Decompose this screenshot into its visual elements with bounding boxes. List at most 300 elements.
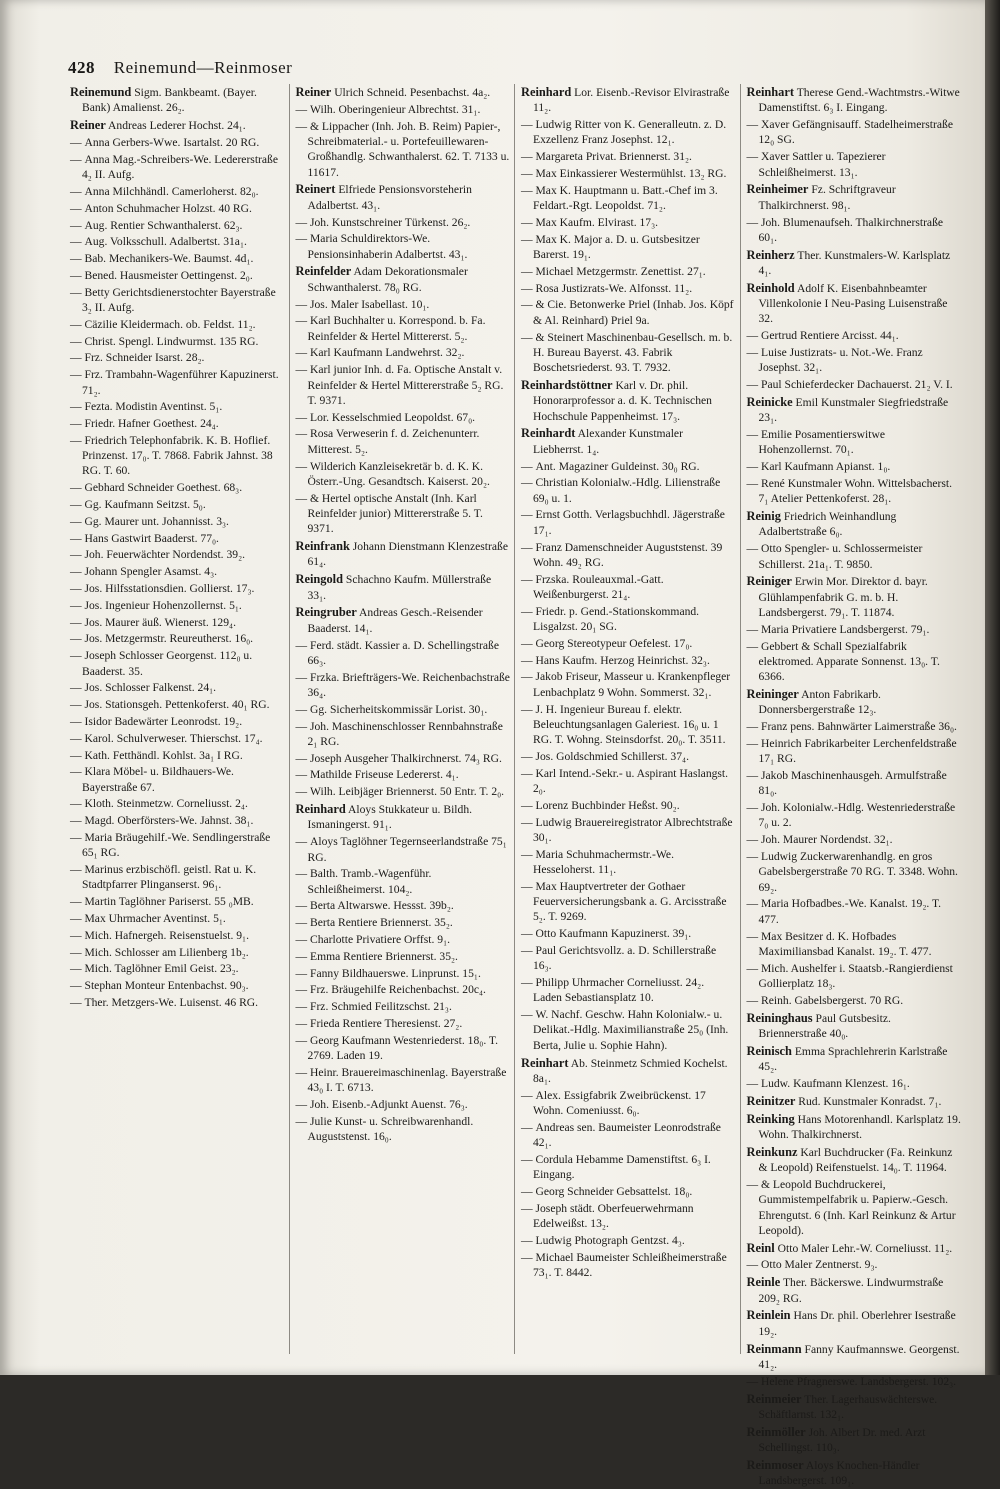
entry-text: Cordula Hebamme Damenstiftst. 6₃ I. Eingang. bbox=[533, 1152, 711, 1182]
entry-text: Mich. Schlosser am Lilienberg 1b₂. bbox=[84, 945, 249, 959]
entry-text: Joh. Albert Dr. med. Arzt Schellingst. 110₃. bbox=[758, 1425, 926, 1455]
entry-surname: Reiniger bbox=[746, 574, 792, 589]
entry-surname: Reinhardt bbox=[521, 426, 576, 441]
directory-entry bbox=[70, 748, 285, 763]
directory-entry bbox=[70, 251, 285, 266]
directory-entry bbox=[296, 834, 511, 865]
entry-text: Ludwig Photograph Gentzst. 4₃. bbox=[535, 1233, 685, 1247]
directory-entry bbox=[747, 1341, 962, 1373]
entry-surname: Reinmöller bbox=[746, 1424, 806, 1439]
entry-text: Helene Pfragnerswe. Landsbergerst. 102₃. bbox=[761, 1374, 957, 1388]
directory-entry bbox=[70, 714, 285, 729]
entry-text: W. Nachf. Geschw. Hahn Kolonialw.- u. Delikat.-Hdlg. Maximilianstraße 25₀ (Inh. Berta, Julie u. Sophie Hahn). bbox=[533, 1008, 729, 1052]
directory-entry bbox=[70, 564, 285, 579]
directory-entry bbox=[521, 1152, 736, 1183]
entry-text: Charlotte Privatiere Orffst. 9₁. bbox=[310, 932, 451, 946]
directory-entry bbox=[521, 636, 736, 651]
directory-entry bbox=[747, 280, 962, 327]
entry-surname: Reinlein bbox=[746, 1308, 791, 1323]
directory-entry bbox=[296, 999, 511, 1014]
directory-entry bbox=[296, 1114, 511, 1145]
entry-text: Karl Kaufmann Apianst. 1₀. bbox=[761, 460, 891, 474]
entry-surname: Reinking bbox=[746, 1111, 795, 1126]
entry-text: Berta Altwarswe. Hessst. 39b₂. bbox=[310, 899, 454, 913]
column-3 bbox=[521, 84, 741, 1354]
directory-entry bbox=[70, 631, 285, 646]
directory-entry bbox=[521, 1120, 736, 1151]
directory-entry bbox=[747, 1177, 962, 1238]
directory-entry bbox=[70, 268, 285, 283]
directory-entry bbox=[747, 215, 962, 246]
entry-text: Wilh. Oberingenieur Albrechtst. 31₁. bbox=[310, 102, 481, 116]
directory-entry bbox=[70, 184, 285, 199]
entry-surname: Reinheimer bbox=[746, 182, 809, 197]
entry-text: Reinh. Gabelsbergerst. 70 RG. bbox=[761, 993, 904, 1007]
directory-entry bbox=[296, 263, 511, 295]
directory-entry bbox=[747, 1144, 962, 1176]
entry-text: Gg. Maurer unt. Johannisst. 3₃. bbox=[84, 514, 229, 528]
book-edge bbox=[985, 0, 1000, 1375]
entry-surname: Reinicke bbox=[746, 394, 793, 409]
entry-text: Gebhard Schneider Goethest. 68₃. bbox=[84, 481, 243, 495]
directory-entry bbox=[70, 581, 285, 596]
entry-text: Paul Schieferdecker Dachauerst. 21₂ V. I. bbox=[761, 378, 953, 392]
entry-text: Friedr. p. Gend.-Stationskommand. Lisgalzst. 20₁ SG. bbox=[533, 604, 700, 634]
column-4 bbox=[746, 84, 966, 1488]
directory-entry bbox=[70, 497, 285, 512]
entry-text: Isidor Badewärter Leonrodst. 19₂. bbox=[84, 714, 243, 728]
directory-entry bbox=[70, 796, 285, 811]
entry-text: Adam Dekorationsmaler Schwanthalerst. 78₀ RG. bbox=[307, 265, 468, 294]
entry-text: Aug. Volksschull. Adalbertst. 31a₁. bbox=[84, 235, 247, 249]
directory-entry bbox=[70, 367, 285, 398]
directory-entry bbox=[70, 764, 285, 795]
entry-surname: Reinert bbox=[295, 182, 336, 197]
entry-text: Adolf K. Eisenbahnbeamter Villenkolonie I Neu-Pasing Luisenstraße 32. bbox=[758, 281, 948, 326]
entry-text: Luise Justizrats- u. Not.-We. Franz Josephst. 32₁. bbox=[758, 346, 923, 375]
entry-text: Christian Kolonialw.-Hdlg. Lilienstraße 69₀ u. 1. bbox=[533, 476, 721, 505]
entry-text: Joh. Kolonialw.-Hdlg. Westenriederstraße 7₀ u. 2. bbox=[758, 801, 956, 830]
directory-entry bbox=[521, 702, 736, 748]
entry-surname: Reinisch bbox=[746, 1043, 792, 1058]
entry-text: Joh. Blumenaufseh. Thalkirchnerstraße 60₁. bbox=[758, 215, 944, 244]
directory-entry bbox=[70, 84, 285, 116]
directory-entry bbox=[521, 1007, 736, 1053]
entry-text: Max Besitzer d. K. Hofbades Maximiliansbad Kanalst. 19₂. T. 477. bbox=[758, 929, 932, 958]
directory-entry bbox=[296, 426, 511, 457]
entry-text: Hans Gastwirt Baaderst. 77₀. bbox=[84, 531, 219, 545]
directory-entry bbox=[521, 117, 736, 148]
entry-surname: Reinhart bbox=[521, 1055, 569, 1070]
entry-text: Max K. Hauptmann u. Batt.-Chef im 3. Feldart.-Rgt. Leopoldst. 71₂. bbox=[533, 183, 718, 213]
entry-text: Fz. Schriftgraveur Thalkirchnerst. 98₁. bbox=[758, 183, 896, 212]
directory-entry bbox=[296, 215, 511, 230]
directory-entry bbox=[521, 377, 736, 424]
entry-text: & Lippacher (Inh. Joh. B. Reim) Papier-, Schreibmaterial.- u. Portefeuillewaren-Großhandlg. Schwanthalerst. 62. T. 7133 u. 11617. bbox=[307, 119, 510, 179]
entry-text: Max Hauptvertreter der Gothaer Feuerversicherungsbank a. G. Arcisstraße 5₂. T. 9269. bbox=[533, 879, 727, 924]
entry-text: Otto Spengler- u. Schlossermeister Schillerst. 21a₁. T. 9850. bbox=[758, 542, 923, 571]
directory-entry bbox=[296, 538, 511, 570]
page-range-title: Reinemund—Reinmoser bbox=[113, 58, 293, 77]
directory-entry bbox=[296, 898, 511, 913]
directory-entry bbox=[70, 201, 285, 216]
page-header bbox=[68, 58, 948, 82]
directory-entry bbox=[70, 334, 285, 349]
entry-text: Ther. Kunstmalers-W. Karlsplatz 4₁. bbox=[758, 248, 951, 277]
entry-text: Andreas Lederer Hochst. 24₁. bbox=[108, 119, 246, 133]
directory-entry bbox=[70, 317, 285, 332]
directory-entry bbox=[747, 345, 962, 376]
directory-entry bbox=[747, 736, 962, 767]
directory-entry bbox=[521, 879, 736, 925]
entry-surname: Reininger bbox=[746, 687, 799, 702]
directory-entry bbox=[747, 1043, 962, 1075]
directory-entry bbox=[70, 995, 285, 1010]
directory-entry bbox=[296, 410, 511, 425]
directory-entry bbox=[296, 231, 511, 262]
directory-entry bbox=[521, 281, 736, 296]
directory-entry bbox=[296, 345, 511, 360]
entry-surname: Reiner bbox=[70, 118, 106, 133]
entry-text: Hans Dr. phil. Oberlehrer Isestraße 19₂. bbox=[758, 1309, 956, 1338]
entry-text: Ludwig Zuckerwarenhandlg. en gros Gabelsbergerstraße 70 RG. T. 3348. Wohn. 69₂. bbox=[758, 850, 958, 894]
directory-entry bbox=[70, 285, 285, 316]
entry-text: Ludwig Ritter von K. Generalleutn. z. D. Exzellenz Franz Josephst. 12₁. bbox=[533, 118, 727, 147]
directory-entry bbox=[521, 166, 736, 181]
directory-entry bbox=[521, 798, 736, 813]
directory-entry bbox=[747, 719, 962, 734]
entry-text: Marinus erzbischöfl. geistl. Rat u. K. Stadtpfarrer Plinganserst. 96₁. bbox=[82, 863, 257, 892]
entry-text: Georg Stereotypeur Oefelest. 17₀. bbox=[535, 636, 693, 650]
directory-entry bbox=[70, 697, 285, 712]
entry-text: Bab. Mechanikers-We. Baumst. 4d₁. bbox=[84, 252, 254, 266]
directory-entry bbox=[747, 149, 962, 180]
directory-entry bbox=[747, 1391, 962, 1423]
page-number: 428 bbox=[68, 58, 95, 77]
directory-entry bbox=[747, 1010, 962, 1042]
entry-text: Karl Buchdrucker (Fa. Reinkunz & Leopold) Reifenstuelst. 14₀. T. 11964. bbox=[758, 1145, 953, 1175]
entry-text: Jos. Hilfsstationsdien. Gollierst. 17₃. bbox=[84, 582, 255, 596]
entry-text: Gertrud Rentiere Arcisst. 44₁. bbox=[761, 329, 899, 343]
directory-entry bbox=[296, 751, 511, 766]
entry-text: Frzka. Briefträgers-We. Reichenbachstraße 36₄. bbox=[307, 670, 510, 699]
directory-entry bbox=[296, 119, 511, 180]
entry-text: Jos. Schlosser Falkenst. 24₁. bbox=[84, 681, 217, 695]
entry-text: Otto Kaufmann Kapuzinerst. 39₁. bbox=[535, 927, 692, 941]
columns-container bbox=[70, 84, 965, 1488]
directory-entry bbox=[296, 638, 511, 669]
entry-text: Johann Spengler Asamst. 4₃. bbox=[84, 565, 218, 579]
entry-text: Anna Milchhändl. Camerloherst. 82₀. bbox=[84, 184, 259, 198]
directory-entry bbox=[296, 915, 511, 930]
entry-surname: Reingruber bbox=[295, 605, 357, 620]
entry-text: Frieda Rentiere Theresienst. 27₂. bbox=[310, 1016, 463, 1030]
directory-entry bbox=[747, 1093, 962, 1109]
entry-text: Jakob Maschinenhausgeh. Armulfstraße 81₀. bbox=[758, 769, 947, 798]
entry-text: J. H. Ingenieur Bureau f. elektr. Beleuchtungsanlagen Galeriest. 16₀ u. 1 RG. T. Wohng. Steinsdorfst. 20₀. T. 3511. bbox=[533, 702, 726, 747]
directory-entry bbox=[521, 1201, 736, 1232]
entry-text: Franz Damenschneider Auguststenst. 39 Wohn. 49₂ RG. bbox=[533, 540, 723, 569]
directory-entry bbox=[747, 1274, 962, 1306]
entry-surname: Reinhardstöttner bbox=[521, 377, 613, 392]
entry-text: Otto Maler Lehr.-W. Corneliusst. 11₂. bbox=[777, 1241, 953, 1255]
entry-text: Anna Mag.-Schreibers-We. Ledererstraße 4₂ II. Aufg. bbox=[82, 152, 278, 182]
directory-entry bbox=[70, 399, 285, 414]
directory-entry bbox=[747, 1457, 962, 1489]
entry-text: Frzska. Rouleauxmal.-Gatt. Weißenburgerst. 21₄. bbox=[533, 572, 664, 601]
entry-text: Joh. Kunstschreiner Türkenst. 26₂. bbox=[310, 215, 471, 229]
entry-text: Anton Fabrikarb. Donnersbergerstraße 12₃. bbox=[758, 688, 881, 717]
directory-entry bbox=[747, 993, 962, 1008]
directory-entry bbox=[70, 813, 285, 828]
entry-text: Philipp Uhrmacher Corneliusst. 24₂. Laden Sebastiansplatz 10. bbox=[533, 976, 705, 1005]
directory-entry bbox=[70, 547, 285, 562]
directory-entry bbox=[747, 622, 962, 637]
directory-entry bbox=[521, 215, 736, 230]
directory-entry bbox=[521, 232, 736, 263]
entry-text: Magd. Oberförsters-We. Jahnst. 38₁. bbox=[84, 814, 254, 828]
entry-text: Fezta. Modistin Aventinst. 5₁. bbox=[84, 400, 223, 414]
entry-text: Otto Maler Zentnerst. 9₃. bbox=[761, 1258, 878, 1272]
directory-entry bbox=[296, 784, 511, 799]
directory-entry bbox=[521, 653, 736, 668]
directory-entry bbox=[70, 416, 285, 431]
directory-entry bbox=[521, 766, 736, 797]
directory-entry bbox=[70, 433, 285, 479]
entry-text: Mich. Hafnergeh. Reisenstuelst. 9₁. bbox=[84, 928, 249, 942]
entry-text: Joh. Maurer Nordendst. 32₁. bbox=[761, 833, 893, 847]
entry-text: Hans Motorenhandl. Karlsplatz 19. Wohn. Thalkirchnerst. bbox=[758, 1112, 961, 1141]
directory-entry bbox=[521, 507, 736, 538]
entry-text: Ludwig Brauereiregistrator Albrechtstraße 30₁. bbox=[533, 815, 733, 844]
directory-entry bbox=[70, 480, 285, 495]
directory-entry bbox=[521, 297, 736, 328]
entry-text: Stephan Monteur Entenbachst. 90₃. bbox=[84, 979, 249, 993]
directory-entry bbox=[296, 491, 511, 537]
directory-entry bbox=[521, 84, 736, 116]
entry-surname: Reinmann bbox=[746, 1341, 802, 1356]
entry-text: Cäzilie Kleidermach. ob. Feldst. 11₂. bbox=[84, 317, 256, 331]
directory-entry bbox=[747, 1240, 962, 1256]
directory-entry bbox=[70, 135, 285, 150]
entry-text: Max Kaufm. Elvirast. 17₃. bbox=[535, 215, 659, 229]
entry-text: Jos. Ingenieur Hohenzollernst. 5₁. bbox=[84, 598, 242, 612]
entry-surname: Reininghaus bbox=[746, 1010, 813, 1025]
entry-surname: Reinmeier bbox=[746, 1391, 802, 1406]
entry-text: Klara Möbel- u. Bildhauers-We. Bayerstraße 67. bbox=[82, 765, 234, 794]
entry-text: Paul Gerichtsvollz. a. D. Schillerstraße 16₃. bbox=[533, 943, 717, 973]
entry-text: Ant. Magaziner Guldeinst. 30₀ RG. bbox=[535, 459, 700, 473]
entry-text: Aloys Stukkateur u. Bildh. Ismaningerst. 91₁. bbox=[307, 803, 473, 832]
directory-entry bbox=[296, 297, 511, 312]
directory-entry bbox=[521, 459, 736, 474]
entry-text: Julie Kunst- u. Schreibwarenhandl. Auguststenst. 16₀. bbox=[307, 1114, 474, 1144]
entry-surname: Reinitzer bbox=[746, 1093, 796, 1108]
directory-entry bbox=[296, 949, 511, 964]
entry-text: Johann Dienstmann Klenzestraße 61₄. bbox=[307, 540, 508, 569]
directory-entry bbox=[747, 117, 962, 148]
entry-text: Jos. Stationsgeh. Pettenkoferst. 40₁ RG. bbox=[84, 698, 270, 712]
entry-text: Anna Gerbers-Wwe. Isartalst. 20 RG. bbox=[84, 136, 260, 150]
entry-text: Ludw. Kaufmann Klenzest. 16₁. bbox=[761, 1076, 910, 1090]
entry-text: Rud. Kunstmaler Konradst. 7₁. bbox=[798, 1094, 942, 1108]
directory-entry bbox=[70, 598, 285, 613]
entry-text: & Cie. Betonwerke Priel (Inhab. Jos. Köpf & Al. Reinhard) Priel 9a. bbox=[533, 298, 734, 327]
entry-surname: Reinhard bbox=[521, 85, 572, 99]
entry-text: Karol. Schulverweser. Thierschst. 17₄. bbox=[84, 731, 263, 745]
entry-surname: Reinemund bbox=[70, 85, 132, 99]
directory-entry bbox=[296, 982, 511, 997]
directory-entry bbox=[747, 686, 962, 718]
entry-text: Georg Schneider Gebsattelst. 18₀. bbox=[535, 1185, 693, 1198]
entry-text: Emilie Posamentierswitwe Hohenzollernst. 70₁. bbox=[758, 428, 885, 457]
entry-text: Joh. Eisenb.-Adjunkt Auenst. 76₃. bbox=[310, 1097, 468, 1111]
entry-text: Aloys Knochen-Händler Landsbergerst. 109₁. bbox=[758, 1458, 920, 1488]
directory-entry bbox=[70, 862, 285, 893]
entry-text: & Hertel optische Anstalt (Inh. Karl Reinfelder junior) Mittererstraße 5. T. 9371. bbox=[307, 491, 483, 536]
entry-text: Jakob Friseur, Masseur u. Krankenpfleger Lenbachplatz 9 Wohn. Sommerst. 32₁. bbox=[533, 670, 731, 699]
directory-entry bbox=[70, 945, 285, 960]
directory-entry bbox=[521, 943, 736, 974]
entry-text: Lor. Kesselschmied Leopoldst. 67₀. bbox=[310, 410, 476, 424]
directory-entry bbox=[521, 1233, 736, 1248]
entry-text: Fanny Kaufmannswe. Georgenst. 41₂. bbox=[758, 1342, 960, 1371]
entry-surname: Reinkunz bbox=[746, 1144, 798, 1159]
directory-entry bbox=[296, 1033, 511, 1064]
entry-text: Andreas sen. Baumeister Leonrodstraße 42₁. bbox=[533, 1120, 721, 1150]
directory-entry bbox=[747, 84, 962, 116]
directory-entry bbox=[70, 978, 285, 993]
directory-entry bbox=[296, 102, 511, 117]
entry-text: Fanny Bildhauerswe. Linprunst. 15₁. bbox=[310, 966, 481, 980]
directory-entry bbox=[521, 975, 736, 1006]
directory-entry bbox=[521, 149, 736, 164]
directory-entry bbox=[521, 847, 736, 878]
directory-entry bbox=[70, 531, 285, 546]
directory-entry bbox=[296, 866, 511, 897]
directory-entry bbox=[747, 896, 962, 927]
entry-text: Lorenz Buchbinder Heßst. 90₂. bbox=[535, 798, 680, 812]
directory-entry bbox=[747, 573, 962, 620]
entry-text: Ferd. städt. Kassier a. D. Schellingstraße 66₃. bbox=[307, 638, 499, 667]
directory-entry bbox=[747, 508, 962, 540]
directory-entry bbox=[747, 541, 962, 572]
entry-text: Wilh. Leibjäger Briennerst. 50 Entr. T. 2₀. bbox=[310, 785, 505, 799]
entry-text: Gg. Sicherheitskommissär Lorist. 30₁. bbox=[310, 702, 488, 716]
entry-text: Berta Rentiere Briennerst. 35₂. bbox=[310, 916, 453, 930]
entry-text: Mathilde Friseuse Ledererst. 4₁. bbox=[310, 768, 459, 782]
entry-text: Mich. Aushelfer i. Staatsb.-Rangierdienst Gollierplatz 18₃. bbox=[758, 961, 953, 990]
entry-text: Aug. Rentier Schwanthalerst. 62₃. bbox=[84, 218, 243, 232]
entry-text: Max K. Major a. D. u. Gutsbesitzer Barerst. 19₁. bbox=[533, 232, 700, 262]
directory-entry bbox=[296, 1016, 511, 1031]
entry-surname: Reinhart bbox=[746, 85, 794, 99]
entry-text: Lor. Eisenb.-Revisor Elvirastraße 11₂. bbox=[533, 86, 730, 115]
entry-text: Ther. Metzgers-We. Luisenst. 46 RG. bbox=[84, 995, 259, 1009]
directory-entry bbox=[70, 514, 285, 529]
directory-entry bbox=[747, 427, 962, 458]
directory-entry bbox=[521, 540, 736, 571]
entry-surname: Reinhard bbox=[295, 802, 346, 817]
directory-entry bbox=[70, 152, 285, 183]
directory-entry bbox=[747, 1111, 962, 1143]
directory-entry bbox=[70, 928, 285, 943]
entry-text: Rosa Verweserin f. d. Zeichenunterr. Mitterest. 5₂. bbox=[307, 427, 480, 456]
entry-text: Frz. Schneider Isarst. 28₂. bbox=[84, 351, 205, 365]
entry-text: Jos. Maler Isabellast. 10₁. bbox=[310, 297, 430, 311]
directory-entry bbox=[747, 849, 962, 895]
directory-entry bbox=[521, 572, 736, 603]
directory-entry bbox=[747, 1257, 962, 1272]
entry-text: & Steinert Maschinenbau-Gesellsch. m. b. H. Bureau Bayerst. 43. Fabrik Boschetsriederst. 93. T. 7932. bbox=[533, 330, 733, 375]
directory-entry bbox=[747, 181, 962, 213]
directory-entry bbox=[70, 961, 285, 976]
directory-entry bbox=[521, 926, 736, 941]
entry-surname: Reinfrank bbox=[295, 539, 350, 554]
directory-entry bbox=[747, 476, 962, 507]
directory-entry bbox=[70, 234, 285, 249]
directory-entry bbox=[70, 648, 285, 679]
entry-text: Max Einkassierer Westermühlst. 13₂ RG. bbox=[535, 167, 727, 181]
entry-text: Gebbert & Schall Spezialfabrik elektromed. Apparate Sonnenst. 13₀. T. 6366. bbox=[758, 639, 940, 684]
directory-entry bbox=[521, 1088, 736, 1119]
directory-entry bbox=[296, 767, 511, 782]
directory-entry bbox=[296, 313, 511, 344]
entry-text: Sigm. Bankbeamt. (Bayer. Bank) Amalienst. 26₂. bbox=[82, 86, 257, 115]
entry-text: Bened. Hausmeister Oettingenst. 2₀. bbox=[84, 268, 253, 282]
entry-text: Emma Sprachlehrerin Karlstraße 45₂. bbox=[758, 1044, 948, 1074]
entry-text: Maria Privatiere Landsbergerst. 79₁. bbox=[761, 622, 930, 636]
entry-text: Maria Bräugehilf.-We. Sendlingerstraße 65₁ RG. bbox=[82, 831, 271, 860]
directory-entry bbox=[747, 459, 962, 474]
entry-text: Joseph städt. Oberfeuerwehrmann Edelweißst. 13₂. bbox=[533, 1201, 694, 1231]
entry-text: Wilderich Kanzleisekretär b. d. K. K. Österr.-Ung. Gesandtsch. Kaiserst. 20₂. bbox=[307, 459, 490, 488]
entry-text: Aloys Taglöhner Tegernseerlandstraße 75₁ RG. bbox=[307, 835, 507, 864]
entry-text: Mich. Taglöhner Emil Geist. 23₂. bbox=[84, 962, 239, 976]
directory-entry bbox=[747, 639, 962, 685]
directory-entry bbox=[521, 475, 736, 506]
directory-entry bbox=[747, 832, 962, 847]
directory-entry bbox=[521, 604, 736, 635]
directory-entry bbox=[296, 670, 511, 701]
directory-entry bbox=[747, 394, 962, 426]
entry-text: Friedrich Telephonfabrik. K. B. Hoflief. Prinzenst. 17₀. T. 7868. Fabrik Jahnst. 38 RG. T. 60. bbox=[82, 433, 273, 478]
directory-entry bbox=[296, 719, 511, 750]
entry-text: Betty Gerichtsdienerstochter Bayerstraße 3₂ II. Aufg. bbox=[82, 285, 276, 315]
entry-text: Max Uhrmacher Aventinst. 5₁. bbox=[84, 912, 226, 925]
entry-text: Karl junior Inh. d. Fa. Optische Anstalt v. Reinfelder & Hertel Mittererstraße 5₂ RG. T. 9371. bbox=[307, 363, 504, 407]
directory-entry bbox=[70, 731, 285, 746]
entry-text: Jos. Metzgermstr. Reureutherst. 16₀. bbox=[84, 632, 254, 646]
entry-surname: Reiner bbox=[295, 85, 332, 99]
entry-text: Frz. Bräugehilfe Reichenbachst. 20c₄. bbox=[310, 983, 486, 997]
entry-text: Balth. Tramb.-Wagenführ. Schleißheimerst. 104₂. bbox=[307, 867, 432, 896]
entry-text: Franz pens. Bahnwärter Laimerstraße 36₀. bbox=[761, 720, 957, 734]
entry-text: Ernst Gotth. Verlagsbuchhdl. Jägerstraße 17₁. bbox=[533, 508, 725, 537]
entry-text: Andreas Gesch.-Reisender Baaderst. 14₁. bbox=[307, 606, 483, 635]
entry-text: Jos. Maurer äuß. Wienerst. 129₄. bbox=[84, 615, 236, 629]
directory-entry bbox=[70, 218, 285, 233]
entry-text: Maria Schuldirektors-We. Pensionsinhaberin Adalbertst. 43₁. bbox=[307, 232, 468, 261]
entry-text: Kath. Fetthändl. Kohlst. 3a₁ I RG. bbox=[84, 748, 243, 762]
entry-text: Rosa Justizrats-We. Alfonsst. 11₂. bbox=[535, 281, 693, 295]
entry-text: Ther. Lagerhauswächterswe. Schäftlarnst. 132₁. bbox=[758, 1392, 938, 1421]
entry-text: Karl Buchhalter u. Korrespond. b. Fa. Reinfelder & Hertel Mittererst. 5₂. bbox=[307, 314, 486, 343]
directory-entry bbox=[70, 911, 285, 926]
directory-entry bbox=[296, 181, 511, 213]
directory-entry bbox=[521, 815, 736, 846]
entry-text: Joh. Feuerwächter Nordendst. 39₂. bbox=[84, 548, 246, 562]
